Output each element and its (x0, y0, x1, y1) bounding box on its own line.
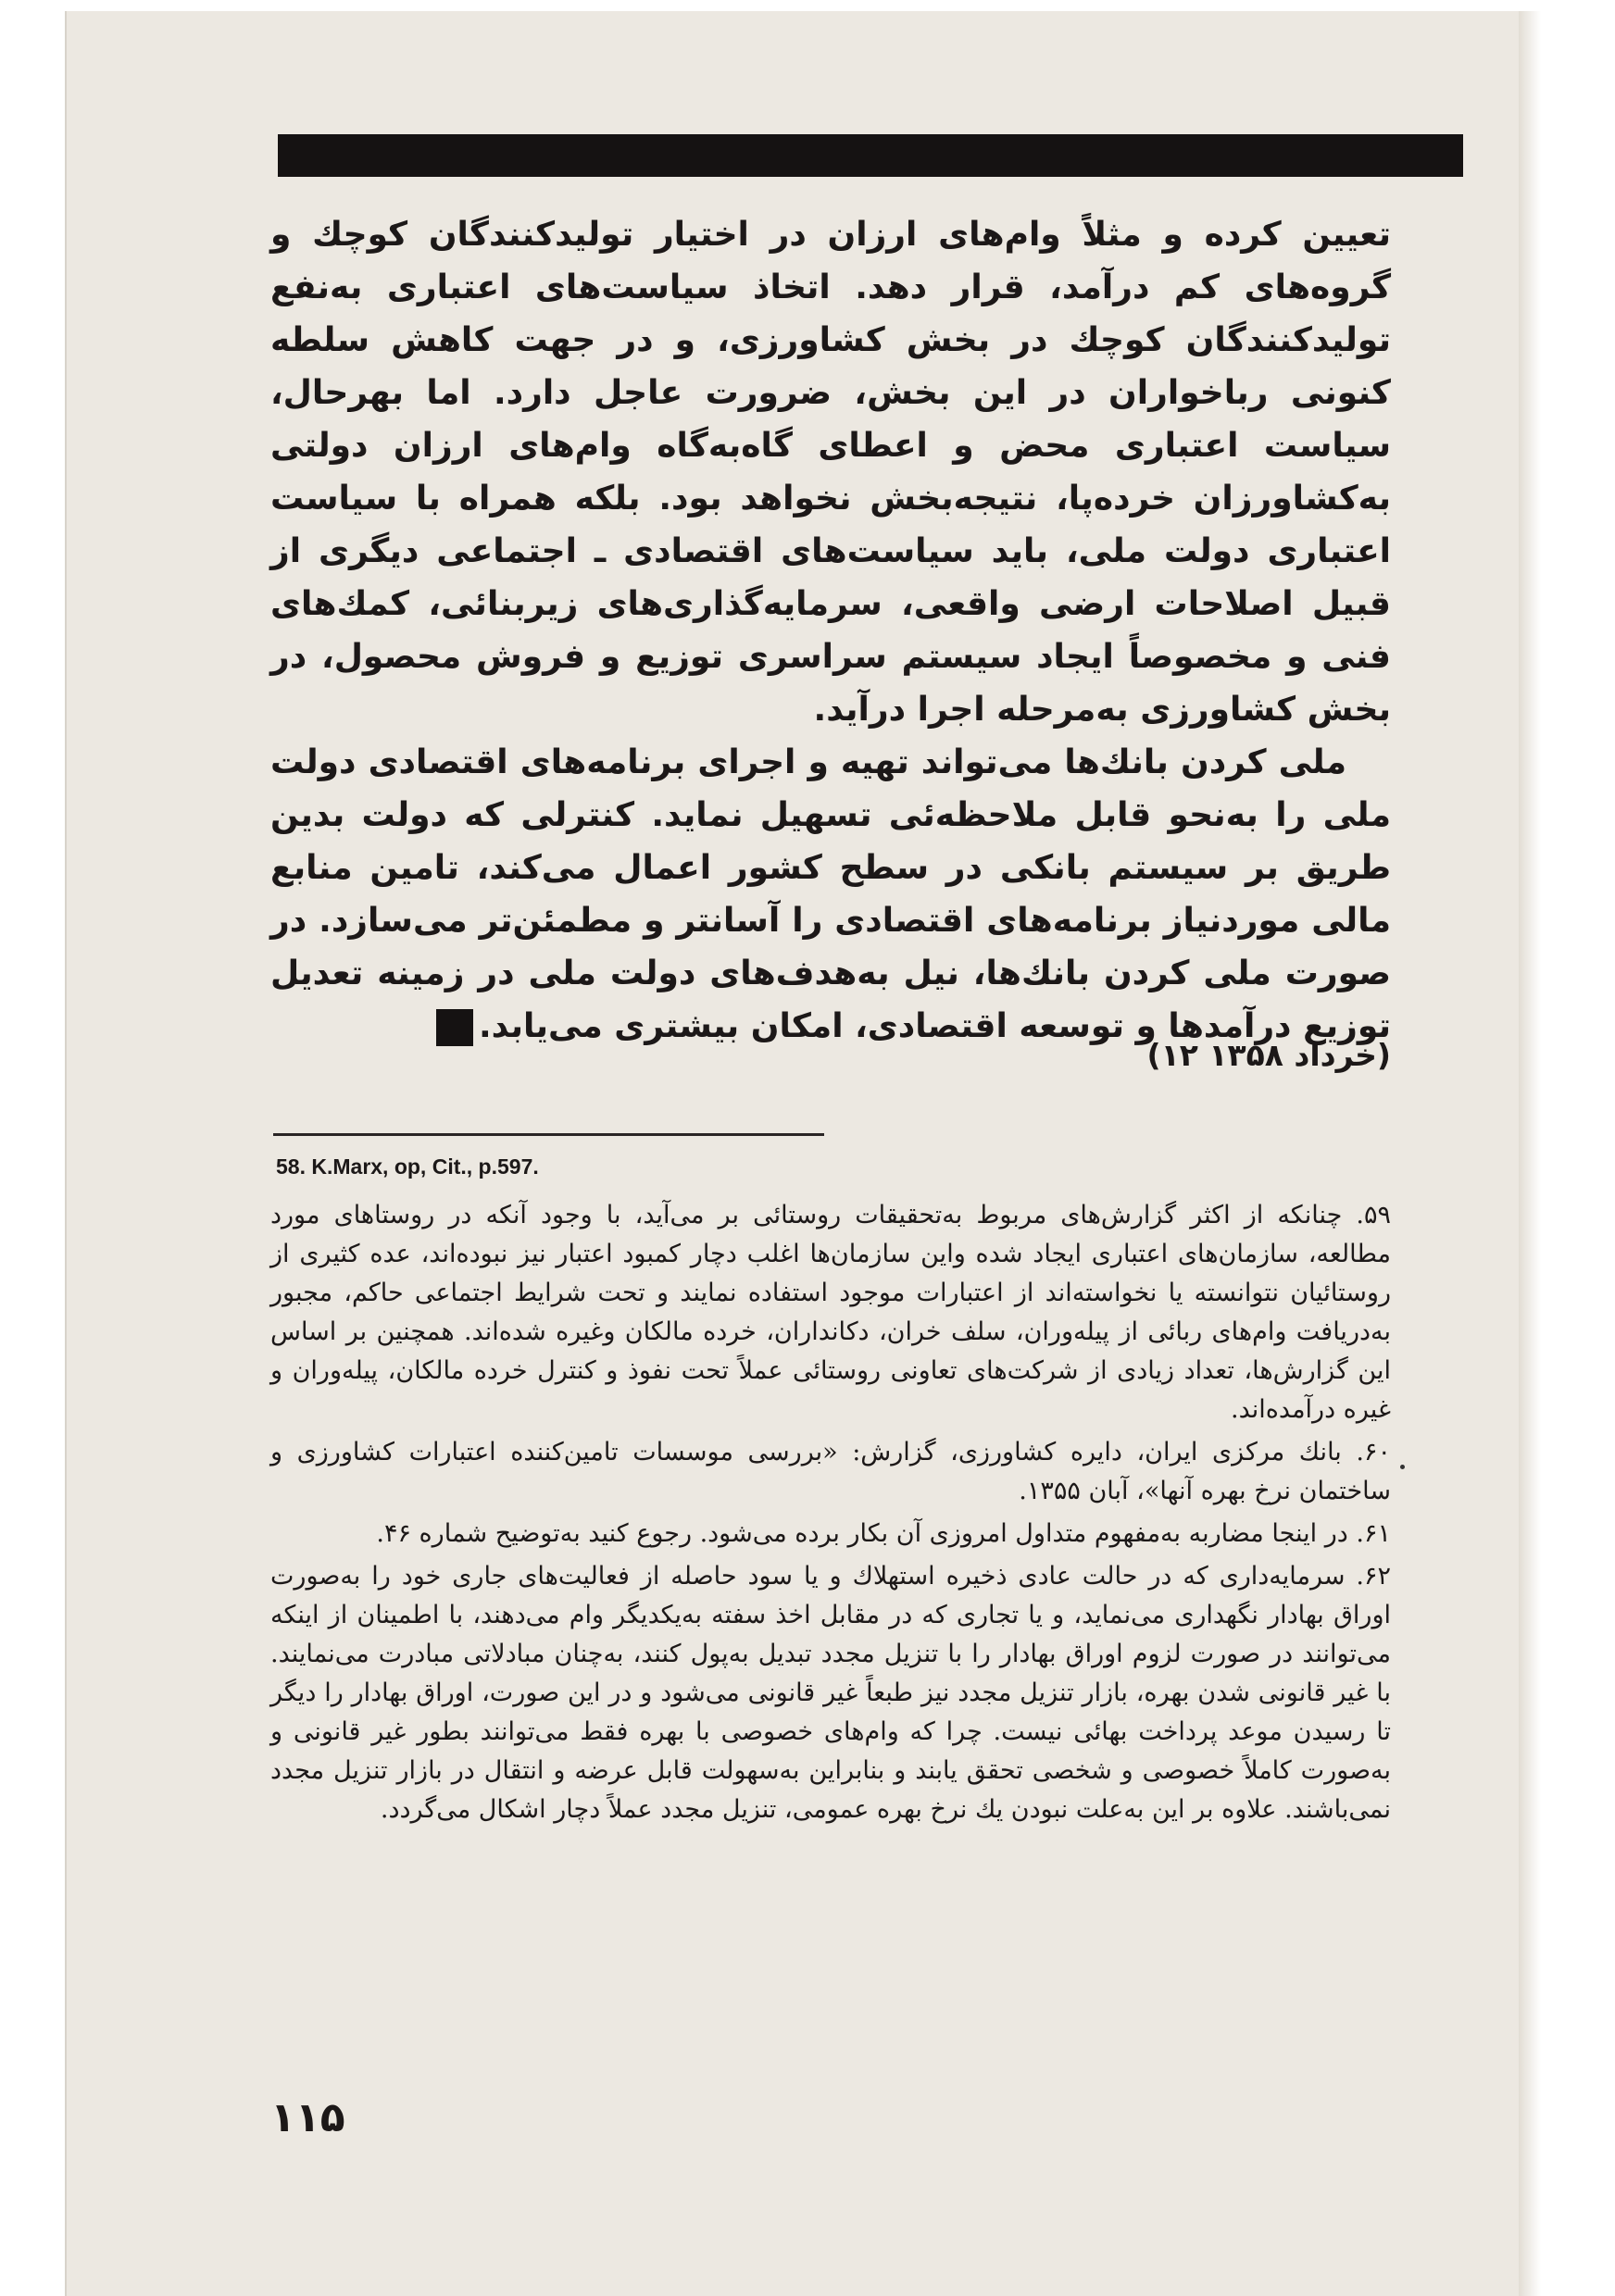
footnote-reference-58: 58. K.Marx, op, Cit., p.597. (276, 1154, 539, 1179)
speck-mark (1400, 1465, 1405, 1469)
header-bar (278, 134, 1463, 177)
main-text (270, 208, 1391, 1053)
footnote-61: ۶۱. در اینجا مضاربه به‌مفهوم متداول امروزی آن بکار برده می‌شود. رجوع کنید به‌توضیح شماره ۴۶. (376, 1519, 1391, 1548)
page-number: ۱۱۵ (270, 2094, 345, 2141)
footnote-60: ۶۰. بانك مرکزی ایران، دایره کشاورزی، گزارش: «بررسی موسسات تامین‌کننده اعتبارات کشاورزی و ساختمان نرخ بهره آنها»، آبان ۱۳۵۵. (270, 1438, 1391, 1505)
paper-edge-shadow (1519, 11, 1541, 2296)
body-paragraph-text: ملی کردن بانك‌ها می‌تواند تهیه و اجرای برنامه‌های اقتصادی دولت ملی را به‌نحو قابل ملاحظه‌ئی تسهیل نماید. کنترلی که دولت بدین طریق بر سیستم بانکی در سطح کشور اعمال می‌کند، تامین منابع مالی موردنیاز برنامه‌های اقتصادی را آسانتر و مطمئن‌تر می‌سازد. در صورت ملی کردن بانك‌ها، نیل به‌هدف‌های دولت ملی در زمینه تعدیل توزیع درآمدها و توسعه اقتصادی، امکان بیشتری می‌یابد. (270, 743, 1391, 1045)
body-paragraph: تعیین کرده و مثلاً وام‌های ارزان در اختیار تولیدکنندگان کوچك و گروه‌های کم درآمد، قرار دهد. اتخاذ سیاست‌های اعتباری به‌نفع تولیدکنندگان کوچك در بخش کشاورزی، و در جهت کاهش سلطه کنونی رباخواران در این بخش، ضرورت عاجل دارد. اما بهرحال، سیاست اعتباری محض و اعطای گاه‌به‌گاه وام‌های ارزان دولتی به‌کشاورزان خرده‌پا، نتیجه‌بخش نخواهد بود. بلکه همراه با سیاست اعتباری دولت ملی، باید سیاست‌های اقتصادی ـ اجتماعی دیگری از قبیل اصلاحات ارضی واقعی، سرمایه‌گذاری‌های زیربنائی، کمك‌های فنی و مخصوصاً ایجاد سیستم سراسری توزیع و فروش محصول، در بخش کشاورزی به‌مرحله اجرا درآید. (270, 216, 1391, 729)
article-date: (۱۲ خرداد ۱۳۵۸) (1146, 1037, 1391, 1073)
body-paragraph (270, 736, 1391, 1053)
footnote-59: ۵۹. چنانکه از اکثر گزارش‌های مربوط به‌تحقیقات روستائی بر می‌آید، با وجود آنکه در روستاهای مورد مطالعه، سازمان‌های اعتباری ایجاد شده واین سازمان‌ها اغلب دچار کمبود اعتبار نیز نبوده‌اند، عده کثیری از روستائیان نتوانسته یا نخواسته‌اند از اعتبارات موجود استفاده نمایند و تحت شرایط اجتماعی حاکم، مجبور به‌دریافت وام‌های ربائی از پیله‌وران، سلف خران، دکانداران، خرده مالکان وغیره شده‌اند. همچنین بر اساس این گزارش‌ها، تعداد زیادی از شرکت‌های تعاونی روستائی عملاً تحت نفوذ و کنترل خرده مالکان، پیله‌وران و غیره درآمده‌اند. (270, 1201, 1391, 1424)
footnote-rule (273, 1133, 824, 1136)
footnotes (270, 1196, 1391, 1833)
footnote-62: ۶۲. سرمایه‌داری که در حالت عادی ذخیره استهلاك و یا سود حاصله از فعالیت‌های جاری خود را به‌صورت اوراق بهادار نگهداری می‌نماید، و یا تجاری که در مقابل اخذ سفته به‌یکدیگر وام می‌دهند، با اطمینان از اینکه می‌توانند در صورت لزوم اوراق بهادار را با تنزیل مجدد تبدیل به‌پول کنند، به‌چنان مبادلاتی مبادرت می‌نمایند. با غیر قانونی شدن بهره، بازار تنزیل مجدد نیز طبعاً غیر قانونی می‌شود و در این صورت، اوراق بهادار را دیگر تا رسیدن موعد پرداخت بهائی نیست. چرا که وام‌های خصوصی با بهره فقط می‌توانند بطور غیر قانونی و به‌صورت کاملاً خصوصی و شخصی تحقق یابند و بنابراین به‌سهولت قابل عرضه و انتقال در بازار تنزیل مجدد نمی‌باشند. علاوه بر این به‌علت نبودن یك نرخ بهره عمومی، تنزیل مجدد عملاً دچار اشکال می‌گردد. (270, 1562, 1391, 1824)
